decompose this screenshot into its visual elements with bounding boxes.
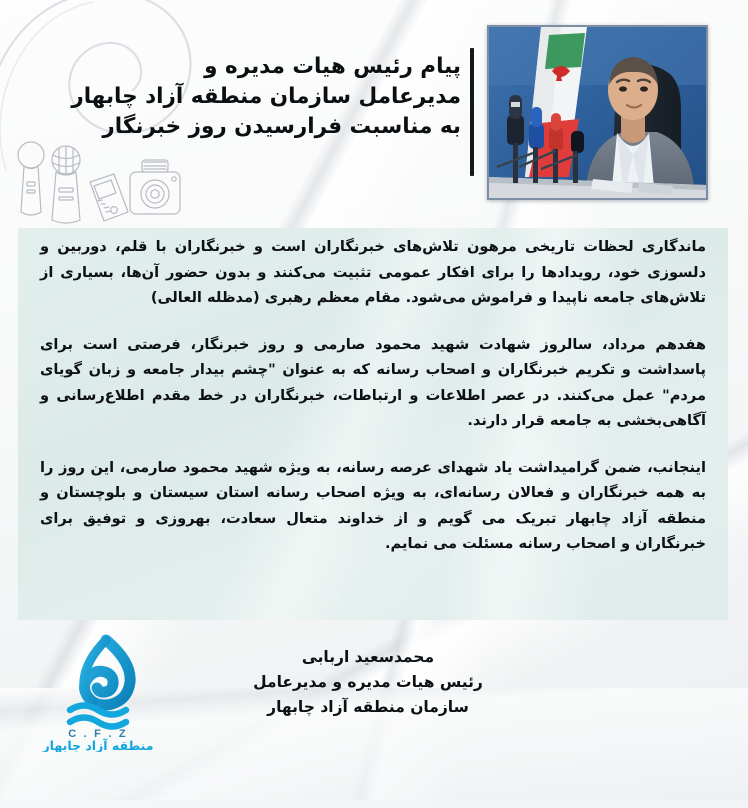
headline-line-3: به مناسبت فرارسیدن روز خبرنگار [102, 114, 461, 139]
press-equipment-icons [6, 138, 186, 224]
ball-microphone-icon [52, 146, 80, 223]
headline-line-2: مدیرعامل سازمان منطقه آزاد چابهار [71, 84, 461, 109]
organization-logo [32, 634, 182, 752]
handheld-microphone-icon [18, 142, 44, 215]
body-paragraph-1: ماندگاری لحظات تاریخی مرهون تلاش‌های خبرنگاران است و خبرنگاران با قلم، دوربین و دلسوزی خود، رویدادها را برای افکار عمومی تثبیت می‌کنند و بدون حضور آن‌ها، بسیاری از تلاش‌های جامعه ناپیدا و فراموش می‌شود. مقام معظم رهبری (مدظله العالی) [40, 238, 706, 306]
body-paragraph-2: هفدهم مرداد، سالروز شهادت شهید محمود صارمی و روز خبرنگار، فرصتی است برای پاسداشت و تکریم خبرنگاران و اصحاب رسانه که به عنوان "چشم بیدار جامعه و زبان گویای مردم" عمل می‌کنند. در عصر اطلاعات و ارتباطات، خبرنگاران در خط مقدم اطلاع‌رسانی و آگاهی‌بخشی به جامعه قرار دارند. [40, 335, 706, 429]
dslr-camera-icon [130, 160, 180, 214]
logo-abbreviation: C . F . Z [68, 728, 128, 740]
message-panel [18, 228, 728, 620]
message-body [40, 234, 706, 557]
director-photo [487, 25, 708, 200]
logo-name: منطقه آزاد چابهار [42, 738, 154, 752]
page-headline [71, 52, 461, 142]
body-paragraph-3: اینجانب، ضمن گرامیداشت یاد شهدای عرصه رسانه، به ویژه شهید محمود صارمی، این روز را به همه خبرنگاران و فعالان رسانه‌ای، به ویژه اصحاب رسانه استان سیستان و بلوچستان و منطقه آزاد چابهار تبریک می گویم و از خداوند متعال سعادت، بهروزی و توفیق برای خبرنگاران و اصحاب رسانه مسئلت می نمایم. [40, 458, 706, 552]
headline-line-1: پیام رئیس هیات مدیره و [204, 54, 461, 79]
signature-block [138, 645, 598, 720]
voice-recorder-icon [90, 174, 128, 221]
signatory-title: رئیس هیات مدیره و مدیرعامل [253, 673, 483, 691]
header [0, 0, 748, 220]
headline-divider [470, 48, 474, 176]
signatory-name: محمدسعید اربابی [301, 648, 435, 666]
signatory-organization: سازمان منطقه آزاد چابهار [267, 698, 469, 716]
